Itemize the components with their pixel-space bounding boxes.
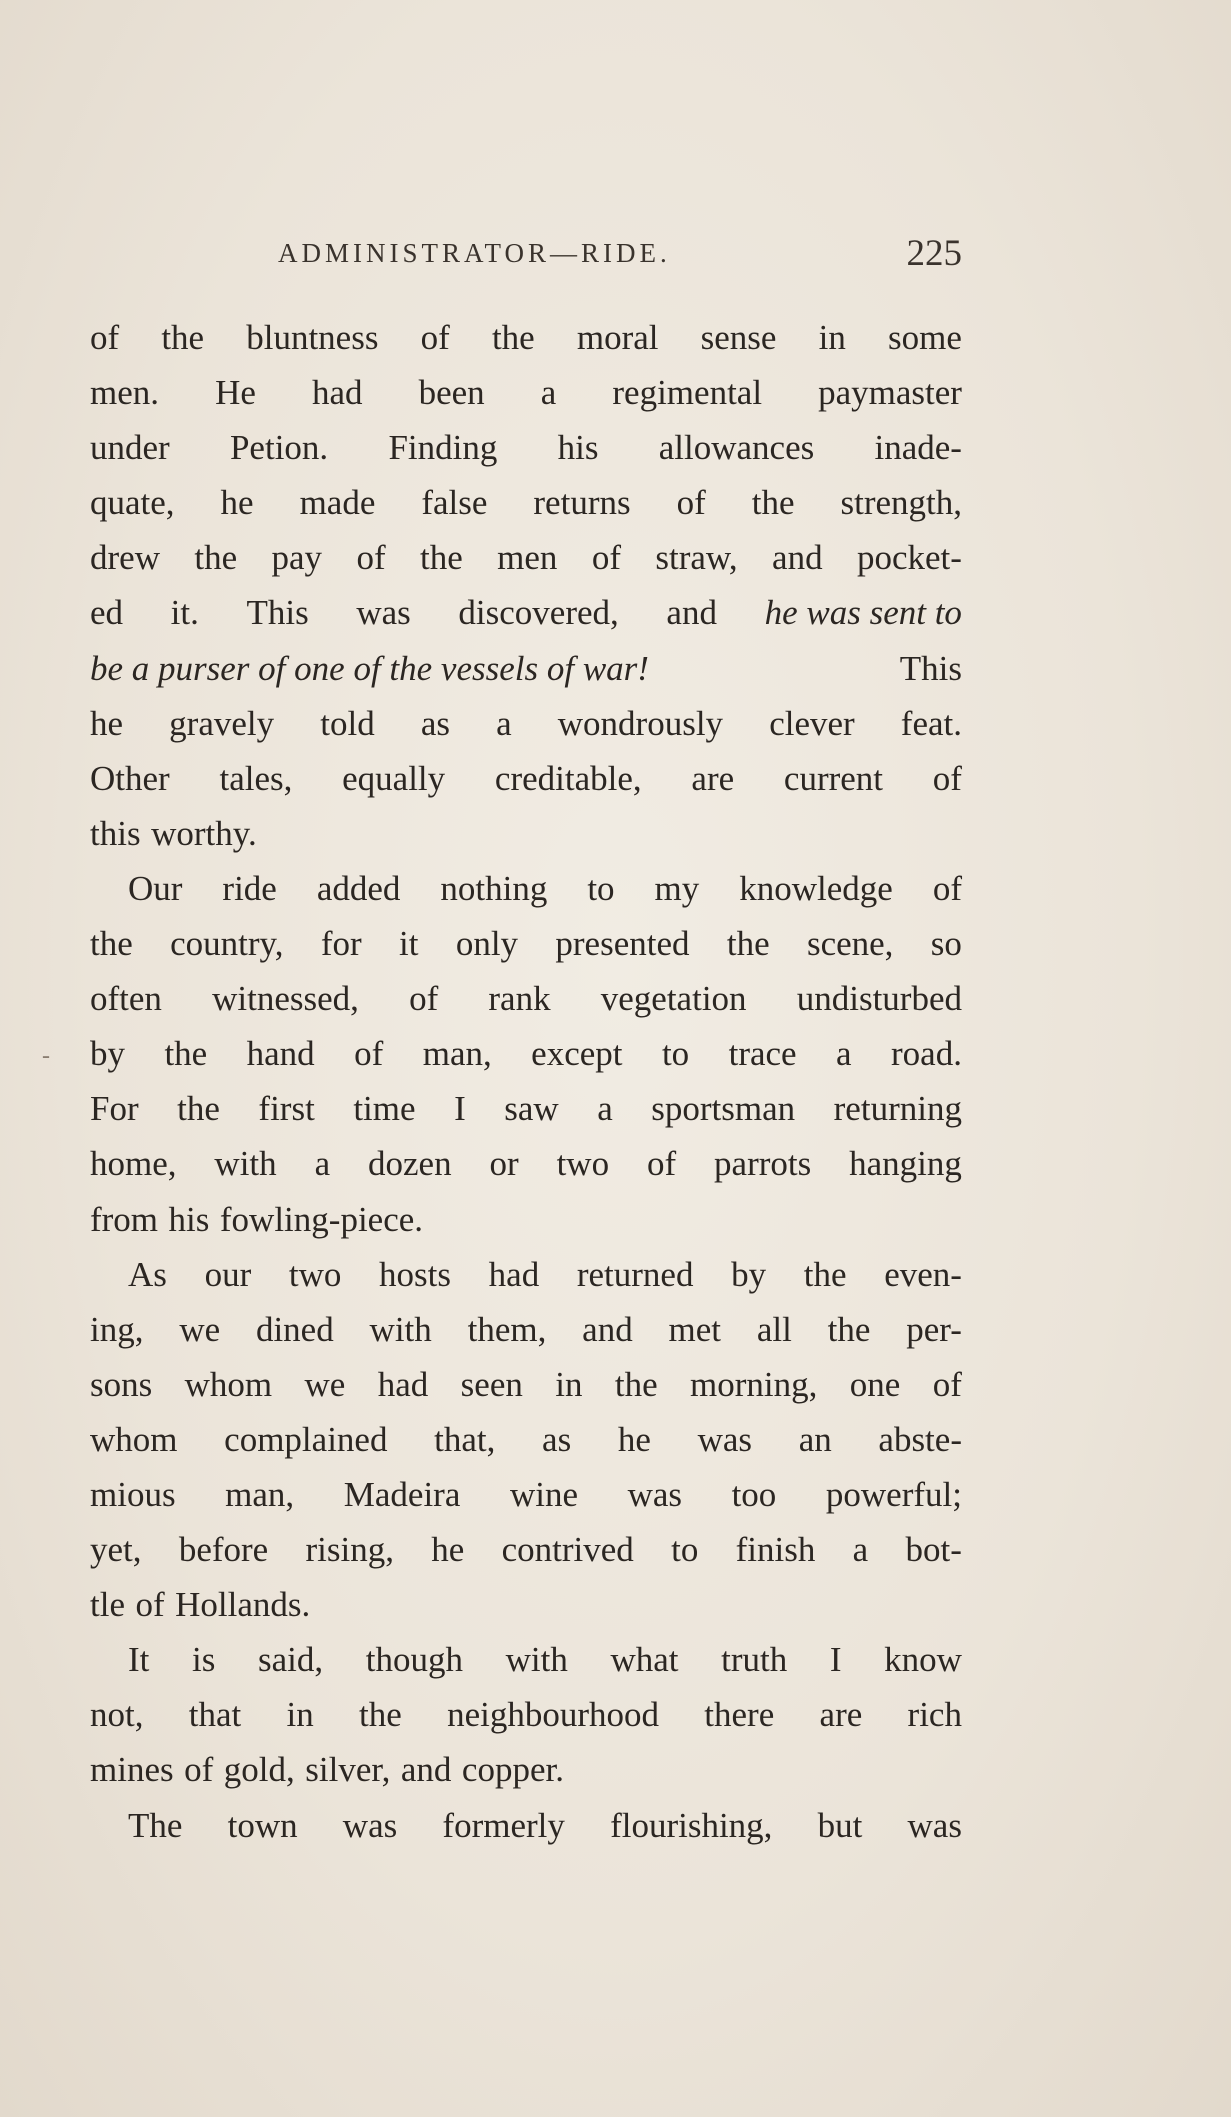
word: that	[188, 1695, 242, 1735]
word: Madeira	[343, 1474, 461, 1514]
word: we	[179, 1309, 221, 1349]
word: with	[214, 1144, 277, 1184]
word: and	[582, 1309, 633, 1349]
word: road.	[891, 1034, 962, 1074]
word: bot-	[905, 1530, 962, 1570]
text-line	[90, 1302, 962, 1357]
word: he was sent to	[764, 593, 962, 633]
word: tales,	[219, 758, 293, 798]
word: of	[409, 979, 439, 1019]
word: fowling-piece.	[219, 1199, 424, 1239]
word: Other	[90, 758, 170, 798]
word: what	[610, 1640, 679, 1680]
word: of	[184, 1750, 214, 1790]
word: though	[365, 1640, 463, 1680]
word: of	[356, 538, 386, 578]
word: of	[135, 1585, 165, 1625]
word: knowledge	[739, 868, 893, 908]
word: nothing	[440, 868, 548, 908]
word: town	[227, 1805, 298, 1845]
word: As	[128, 1254, 167, 1294]
word: yet,	[90, 1530, 142, 1570]
word: of	[932, 758, 962, 798]
word: For	[90, 1089, 139, 1129]
text-line	[90, 1247, 962, 1302]
word: saw	[504, 1089, 559, 1129]
word: too	[731, 1474, 777, 1514]
text-line	[90, 1136, 962, 1191]
word: hanging	[849, 1144, 962, 1184]
word: been	[418, 373, 485, 413]
word: the	[161, 318, 205, 357]
word: whom	[184, 1364, 273, 1404]
word: under	[90, 428, 170, 468]
word: this	[90, 813, 141, 853]
word: sense	[700, 318, 777, 357]
word: the	[827, 1309, 871, 1349]
word: men.	[90, 373, 160, 413]
word: a	[540, 373, 557, 413]
word: man,	[225, 1474, 295, 1514]
text-line	[90, 1798, 962, 1853]
text-line	[90, 1026, 962, 1081]
word: it	[399, 924, 419, 964]
word: mious	[90, 1474, 176, 1514]
page-number: 225	[906, 233, 962, 274]
word: rising,	[305, 1530, 394, 1570]
word: copper.	[461, 1750, 564, 1790]
word: sportsman	[651, 1089, 796, 1129]
word: he	[90, 703, 124, 743]
word: there	[704, 1695, 775, 1735]
word: of	[420, 318, 450, 357]
word: said,	[258, 1640, 324, 1680]
word: he	[220, 483, 254, 523]
word: creditable,	[494, 758, 642, 798]
word: in	[555, 1364, 583, 1404]
text-line	[90, 641, 962, 696]
word: straw,	[655, 538, 738, 578]
word: a	[597, 1089, 613, 1129]
word: by	[731, 1254, 767, 1294]
word: with	[369, 1309, 432, 1349]
word: hand	[246, 1034, 315, 1074]
word: vegetation	[600, 979, 747, 1019]
word: of	[646, 1144, 677, 1184]
word: worthy.	[151, 813, 257, 853]
word: often	[90, 979, 162, 1019]
word: parrots	[714, 1144, 812, 1184]
text-line	[90, 1577, 962, 1632]
word: had	[377, 1364, 429, 1404]
word: finish	[735, 1530, 816, 1570]
text-line	[90, 1632, 962, 1687]
word: allowances	[658, 428, 815, 468]
word: returning	[833, 1089, 962, 1129]
word: whom	[90, 1419, 178, 1459]
word: made	[299, 483, 376, 523]
word: feat.	[900, 703, 962, 743]
word: the	[177, 1089, 220, 1129]
word: of	[591, 538, 621, 578]
word: equally	[342, 758, 446, 798]
text-line	[90, 420, 962, 475]
word: drew	[90, 538, 160, 578]
page-header	[270, 232, 962, 282]
text-line	[90, 1742, 962, 1797]
word: men	[497, 538, 558, 578]
word: was	[697, 1419, 753, 1459]
text-line	[90, 971, 962, 1026]
word: of	[90, 318, 120, 357]
text-line	[90, 365, 962, 420]
word: and	[772, 538, 823, 578]
word: morning,	[690, 1364, 818, 1404]
word: his	[557, 428, 599, 468]
word: only	[455, 924, 519, 964]
word: regimental	[612, 373, 763, 413]
word: had	[311, 373, 363, 413]
word: and	[666, 593, 717, 633]
word: one	[849, 1364, 901, 1404]
margin-mark: -	[42, 1043, 50, 1069]
word: rank	[488, 979, 551, 1019]
word: per-	[906, 1309, 962, 1349]
word: neighbourhood	[447, 1695, 660, 1735]
text-line	[90, 751, 962, 806]
word: undisturbed	[796, 979, 962, 1019]
word: was	[342, 1805, 398, 1845]
word: the	[420, 538, 463, 578]
word: pay	[271, 538, 323, 578]
word: home,	[90, 1144, 177, 1184]
word: the	[359, 1695, 402, 1735]
word: of	[932, 868, 962, 908]
word: scene,	[806, 924, 894, 964]
word: he	[431, 1530, 465, 1570]
word: the	[614, 1364, 658, 1404]
word: told	[320, 703, 375, 743]
word: first	[258, 1089, 315, 1129]
word: so	[930, 924, 962, 964]
word: quate,	[90, 483, 175, 523]
word: as	[542, 1419, 572, 1459]
word: ed	[90, 593, 124, 633]
word: was	[627, 1474, 682, 1514]
word: the	[726, 924, 770, 964]
word: or	[489, 1144, 519, 1184]
text-line	[90, 1357, 962, 1412]
word: to	[587, 868, 615, 908]
word: complained	[224, 1419, 388, 1459]
text-line	[90, 1467, 962, 1522]
word: his	[168, 1199, 210, 1239]
text-line	[90, 530, 962, 585]
word: Our	[128, 868, 183, 908]
word: moral	[576, 318, 659, 357]
word: paymaster	[818, 373, 962, 413]
word: some	[888, 318, 962, 357]
word: met	[668, 1309, 722, 1349]
text-line	[90, 1522, 962, 1577]
word: contrived	[501, 1530, 634, 1570]
word: Hollands.	[175, 1585, 311, 1625]
word: truth	[721, 1640, 788, 1680]
word: sons	[90, 1364, 153, 1404]
word: the	[90, 924, 133, 964]
text-line	[90, 861, 962, 916]
word: in	[818, 318, 846, 357]
word: not,	[90, 1695, 144, 1735]
word: This	[899, 648, 962, 688]
word: to	[661, 1034, 690, 1074]
text-line	[90, 696, 962, 751]
word: a	[852, 1530, 869, 1570]
word: are	[819, 1695, 863, 1735]
word: was	[356, 593, 411, 633]
word: be a purser of one of the vessels of war!	[90, 648, 649, 688]
word: them,	[467, 1309, 547, 1349]
text-line	[90, 585, 962, 640]
word: are	[691, 758, 735, 798]
word: the	[491, 318, 535, 357]
text-line	[90, 806, 962, 861]
word: abste-	[878, 1419, 962, 1459]
word: is	[192, 1640, 216, 1680]
text-line	[90, 916, 962, 971]
word: Finding	[388, 428, 498, 468]
word: a	[496, 703, 512, 743]
word: mines	[90, 1750, 174, 1790]
word: wondrously	[557, 703, 724, 743]
word: for	[320, 924, 362, 964]
word: wine	[509, 1474, 578, 1514]
word: inade-	[874, 428, 962, 468]
word: returns	[533, 483, 631, 523]
word: trace	[728, 1034, 797, 1074]
word: It	[128, 1640, 150, 1680]
body-text	[90, 310, 962, 1853]
word: our	[204, 1254, 252, 1294]
word: a	[314, 1144, 331, 1184]
word: a	[836, 1034, 852, 1074]
word: time	[353, 1089, 416, 1129]
word: gravely	[169, 703, 275, 743]
word: discovered,	[458, 593, 619, 633]
word: This	[246, 593, 309, 633]
word: false	[421, 483, 488, 523]
word: but	[817, 1805, 863, 1845]
word: except	[531, 1034, 623, 1074]
text-line	[90, 1081, 962, 1136]
text-line	[90, 475, 962, 530]
word: my	[654, 868, 700, 908]
word: the	[803, 1254, 847, 1294]
word: seen	[460, 1364, 523, 1404]
word: two	[556, 1144, 610, 1184]
word: to	[671, 1530, 699, 1570]
word: tle	[90, 1585, 125, 1625]
word: flourishing,	[610, 1805, 773, 1845]
word: ing,	[90, 1309, 144, 1349]
word: pocket-	[856, 538, 962, 578]
word: I	[829, 1640, 842, 1680]
word: the	[164, 1034, 208, 1074]
word: dozen	[368, 1144, 452, 1184]
word: by	[90, 1034, 125, 1074]
word: from	[90, 1199, 159, 1239]
word: formerly	[442, 1805, 565, 1845]
word: we	[304, 1364, 346, 1404]
word: of	[676, 483, 706, 523]
text-line	[90, 1412, 962, 1467]
word: returned	[576, 1254, 694, 1294]
word: ride	[222, 868, 277, 908]
word: that,	[434, 1419, 496, 1459]
word: rich	[907, 1695, 962, 1735]
word: was	[907, 1805, 962, 1845]
word: powerful;	[825, 1474, 962, 1514]
word: country,	[170, 924, 284, 964]
word: the	[751, 483, 795, 523]
word: of	[354, 1034, 384, 1074]
word: strength,	[840, 483, 962, 523]
word: clever	[769, 703, 855, 743]
word: silver,	[305, 1750, 391, 1790]
word: even-	[884, 1254, 962, 1294]
word: and	[400, 1750, 452, 1790]
word: witnessed,	[212, 979, 359, 1019]
word: all	[756, 1309, 792, 1349]
text-line	[90, 310, 962, 365]
word: bluntness	[246, 318, 379, 357]
word: it.	[170, 593, 199, 633]
word: He	[215, 373, 256, 413]
word: presented	[555, 924, 690, 964]
text-line	[90, 1687, 962, 1742]
word: an	[798, 1419, 832, 1459]
word: as	[420, 703, 450, 743]
word: The	[128, 1805, 183, 1845]
word: two	[288, 1254, 342, 1294]
running-head: ADMINISTRATOR—RIDE.	[278, 238, 671, 268]
word: I	[454, 1089, 466, 1129]
word: the	[194, 538, 238, 578]
word: dined	[255, 1309, 334, 1349]
word: know	[884, 1640, 962, 1680]
word: with	[505, 1640, 568, 1680]
text-line	[90, 1192, 962, 1247]
word: man,	[422, 1034, 492, 1074]
word: added	[316, 868, 401, 908]
word: gold,	[223, 1750, 295, 1790]
word: hosts	[379, 1254, 451, 1294]
word: he	[617, 1419, 651, 1459]
word: current	[783, 758, 884, 798]
word: Petion.	[229, 428, 329, 468]
word: of	[932, 1364, 962, 1404]
word: before	[178, 1530, 269, 1570]
word: had	[488, 1254, 540, 1294]
word: in	[286, 1695, 314, 1735]
